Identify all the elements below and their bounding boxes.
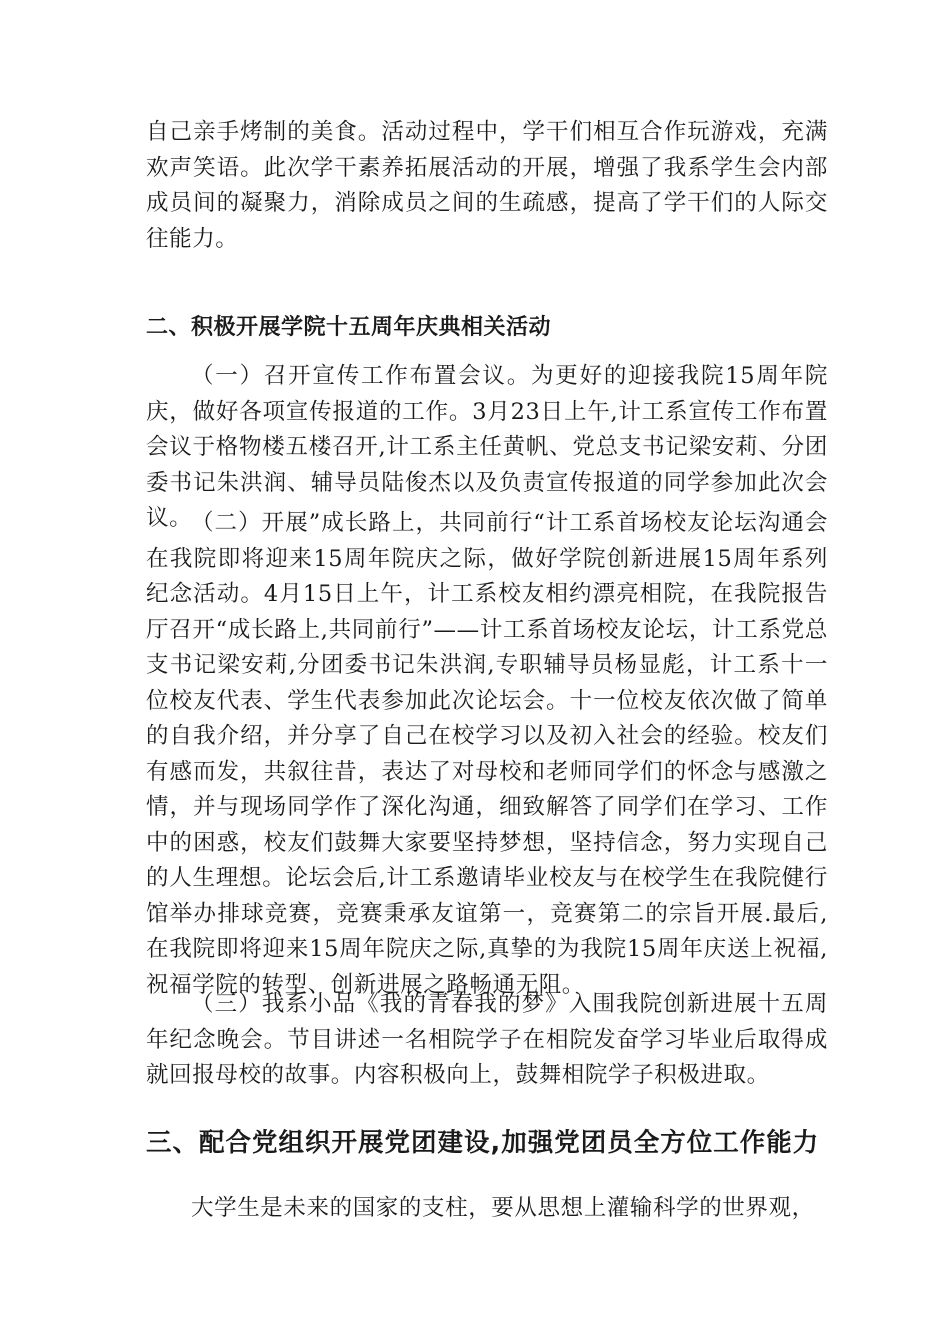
intro-paragraph: 自己亲手烤制的美食。活动过程中，学干们相互合作玩游戏，充满欢声笑语。此次学干素养拓展活动的开展，增强了我系学生会内部成员间的凝聚力，消除成员之间的生疏感，提高了学干们的人际交往能力。: [146, 119, 828, 252]
section-two-item-2: （二）开展”成长路上，共同前行“计工系首场校友论坛沟通会在我院即将迎来15周年院庆之际，做好学院创新进展15周年系列纪念活动。4月15日上午，计工系校友相约漂亮相院，在我院报告厅召开“成长路上,共同前行”——计工系首场校友论坛，计工系党总支书记梁安莉,分团委书记朱洪润,专职辅导员杨显彪，计工系十一位校友代表、学生代表参加此次论坛会。十一位校友依次做了简单的自我介绍，并分享了自己在校学习以及初入社会的经验。校友们有感而发，共叙往昔，表达了对母校和老师同学们的怀念与感激之情，并与现场同学作了深化沟通，细致解答了同学们在学习、工作中的困惑，校友们鼓舞大家要坚持梦想，坚持信念，努力实现自己的人生理想。论坛会后,计工系邀请毕业校友与在校学生在我院健行馆举办排球竞赛，竞赛秉承友谊第一，竞赛第二的宗旨开展.最后,在我院即将迎来15周年院庆之际,真挚的为我院15周年庆送上祝福,祝福学院的转型、创新进展之路畅通无阻。: [146, 510, 828, 998]
section-two-item-3: （三）我系小品《我的青春我的梦》入围我院创新进展十五周年纪念晚会。节目讲述一名相院学子在相院发奋学习毕业后取得成就回报母校的故事。内容积极向上，鼓舞相院学子积极进取。: [146, 991, 828, 1088]
section-three-heading: 三、配合党组织开展党团建设,加强党团员全方位工作能力: [146, 1128, 820, 1158]
section-two-heading: 二、积极开展学院十五周年庆典相关活动: [146, 315, 552, 340]
section-two-item-1: （一）召开宣传工作布置会议。为更好的迎接我院15周年院庆，做好各项宣传报道的工作。3月23日上午,计工系宣传工作布置会议于格物楼五楼召开,计工系主任黄帆、党总支书记梁安莉、分团委书记朱洪润、辅导员陆俊杰以及负责宣传报道的同学参加此次会议。: [146, 363, 828, 531]
section-three-paragraph: 大学生是未来的国家的支柱，要从思想上灌输科学的世界观，: [191, 1195, 815, 1221]
